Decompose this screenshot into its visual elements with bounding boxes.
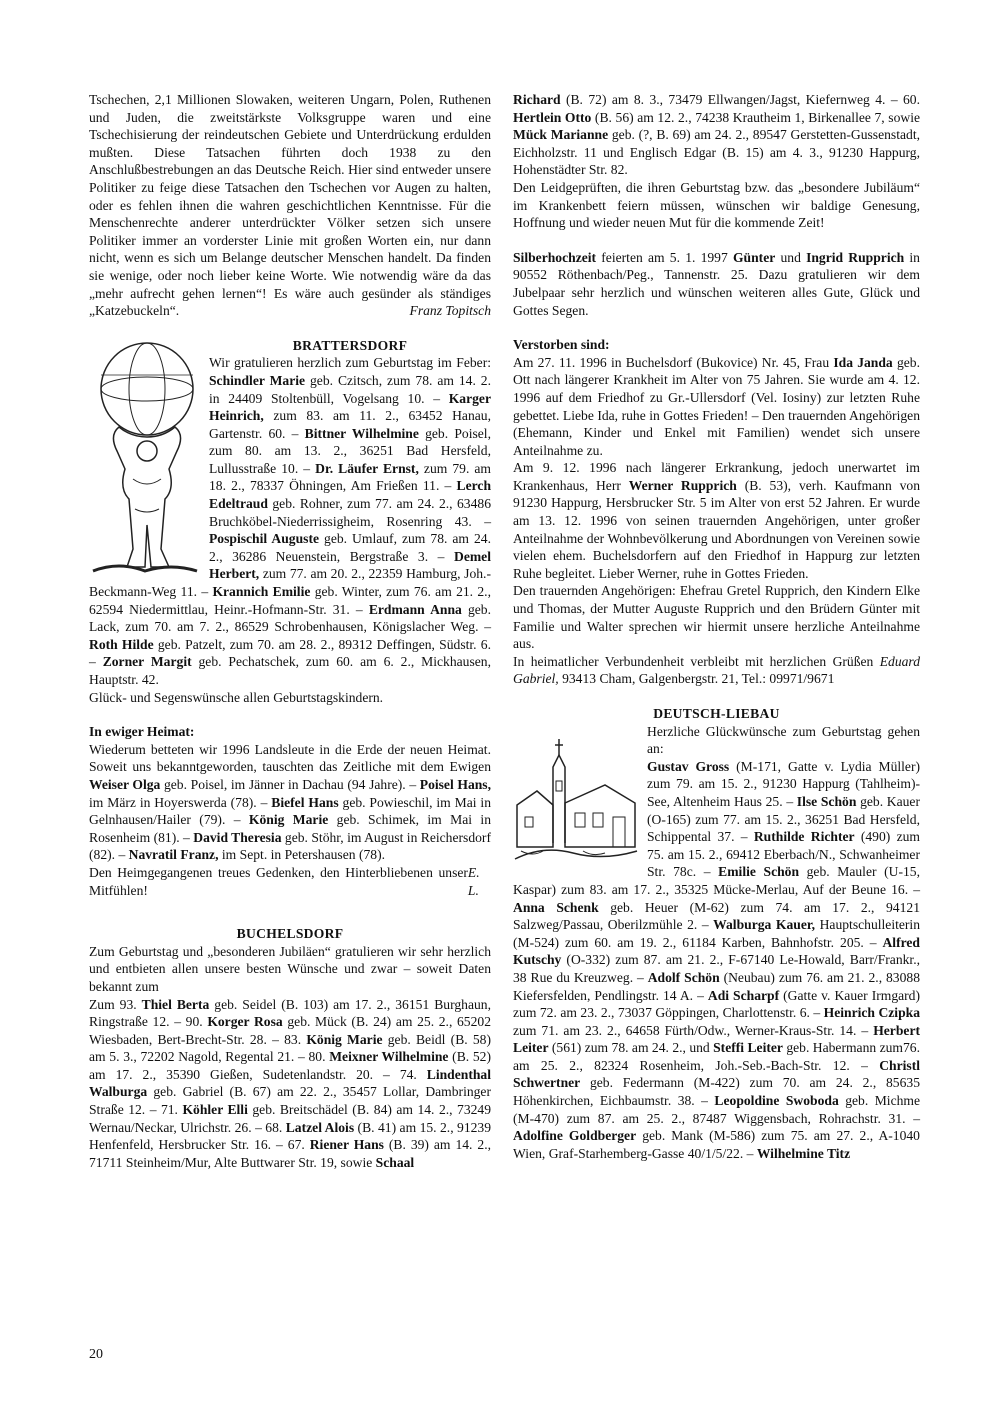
ewige-heimat-signature: E. L. <box>467 864 480 898</box>
buchelsdorf-heading: BUCHELSDORF <box>236 926 344 942</box>
buchelsdorf-text: Zum Geburtstag und „besonderen Jubiläen“ gratulieren wir sehr herzlich und entbieten allen unsere besten Wünsche und zwar – soweit Daten bekannt zum Zum 93. Thiel Berta geb. Seidel (B. 103) am 17. 2., 36151 Burghaun, Ringstraße 12. – 90. Korger Rosa geb. Mück (B. 24) am 25. 2., 65202 Wiesbaden, Bert-Brecht-Str. 28. – 83. König Marie geb. Beidl (B. 58) am 5. 3., 72202 Nagold, Regental 21. – 80. Meixner Wilhelmine (B. 52) am 17. 2., 35390 Gießen, Sudetenlandstr. 20. – 74. Lindenthal Walburga geb. Gabriel (B. 67) am 22. 2., 35457 Lollar, Dambringer Straße 12. – 71. Köhler Elli geb. Breitschädel (B. 84) am 14. 2., 73249 Wernau/Neckar, Ulrichstr. 26. – 68. Latzel Alois (B. 41) am 15. 2., 91239 Henfenfeld, Hersbrucker Str. 16. – 67. Riener Hans (B. 39) am 14. 2., 71711 Steinheim/Mur, Alte Buttwarer Str. 19, sowie Schaal <box>89 943 492 1170</box>
buchelsdorf-continued: Richard (B. 72) am 8. 3., 73479 Ellwangen/Jagst, Kiefernweg 4. – 60. Hertlein Otto (B. 56) am 12. 2., 74238 Krautheim 1, Birkenallee 7, sowie Mück Marianne geb. (?, B. 69) am 24. 2., 89547 Gerstetten-Gussenstadt, Eichholzstr. 11 und Englisch Edgar (B. 15) am 4. 3., 91230 Happurg, Hohenstädter Str. 82. <box>513 92 921 178</box>
brattersdorf-heading: BRATTERSDORF <box>292 337 408 353</box>
deutsch-liebau-text: Herzliche Glückwünsche zum Geburtstag gehen an: Gustav Gross (M-171, Gatte v. Lydia Müller) zum 79. am 15. 2., 91230 Happurg (Tahlheim)-See, Altenheim Haus 25. – Ilse Schön geb. Kauer (O-165) zum 77. am 15. 2., 36251 Bad Hersfeld, Schippental 37. – Ruthilde Richter (490) zum 75. am 15. 2., 69412 Eberbach/N., Schwanheimer Str. 78c. – Emilie Schön geb. Mauler (U-15, Kaspar) zum 83. am 17. 2., 35325 Mücke-Merlau, Auf der Beune 16. – Anna Schenk geb. Heuer (M-62) zum 74. am 17. 2., 94121 Salzweg/Passau, Oberilzmühle 2. – Walburga Kauer, Hauptschulleiterin (M-524) zum 60. am 19. 2., 61184 Karben, Bahnhofstr. 205. – Alfred Kutschy (O-332) zum 87. am 21. 2., F-67140 Le-Howald, Barr/Frankr., 38 Rue du Kreuzweg. – Adolf Schön (Neubau) zum 76. am 21. 2., 83088 Kiefersfelden, Pendlingstr. 14 A. – Adi Scharpf (Gatte v. Kauer Irmgard) zum 72. am 23. 2., 73037 Göppingen, Charlottenstr. 6. – Heinrich Czipka zum 71. am 23. 2., 64658 Fürth/Odw., Werner-Kraus-Str. 14. – Herbert Leiter (561) zum 78. am 24. 2., und Steffi Leiter geb. Habermann zum76. am 25. 2., 82324 Rosenheim, Joh.-Seb.-Bach-Str. 12. – Christl Schwertner geb. Federmann (M-422) zum 70. am 24. 2., 85635 Höhenkirchen, Eichbaumstr. 38. – Leopoldine Swoboda geb. Michme (M-470) zum 87. am 25. 2., 87487 Wiggensbach, Rohrachstr. 31. – Adolfine Goldberger geb. Mank (M-586) zum 75. am 27. 2., A-1040 Wien, Graf-Starhemberg-Gasse 40/1/5/22. – Wilhelmine Titz <box>513 723 921 1161</box>
intro-paragraph: Tschechen, 2,1 Millionen Slowaken, weiteren Ungarn, Polen, Ruthenen und Juden, die zweitstärkste Volksgruppe waren und eine Tschechisierung der reindeutschen Gebiete und Unterdrückung erdulden mußten. Diese Tatsachen führten doch 1938 zu den Anschlußbestrebungen an das Deutsche Reich. Hier sind entweder unsere Politiker zu feige diese Tatsachen den Tschechen vor Augen zu halten, oder es fehlen ihnen die wahren geschichtlichen Kenntnisse. Für die Menschenrechte anderer unterdrückter Völker setzen sich unsere Politiker immer an vorderster Linie mit großen Worten ein, nur dann nicht, wenn es sich um Belange deutscher Menschen handelt. Da finden sie wenige, oder noch lieber keine Worte. Wie notwendig wäre da das „mehr aufrecht gehen lernen“! Es wäre auch gesünder als ständiges „Katzebuckeln“. <box>89 92 491 319</box>
intro-signature: Franz Topitsch <box>409 303 491 319</box>
ewige-heimat-heading: In ewiger Heimat: <box>89 724 195 740</box>
buchelsdorf-section <box>89 925 491 1171</box>
verstorben-paragraph-4: In heimatlicher Verbundenheit verbleibt mit herzlichen Grüßen Eduard Gabriel, 93413 Cham, Galgenbergstr. 21, Tel.: 09971/9671 <box>513 653 920 687</box>
ewige-heimat-closing: Den Heimgegangenen treues Gedenken, den Hinterbliebenen unser Mitfühlen! <box>89 864 468 898</box>
page-number: 20 <box>89 1347 103 1362</box>
verstorben-paragraph-1: Am 27. 11. 1996 in Buchelsdorf (Bukovice) Nr. 45, Frau Ida Janda geb. Ott nach längerer Krankheit im Alter von 75 Jahren. Sie wurde am 4. 12. 1996 auf dem Friedhof zu Gr.-Ullersdorf (Vel. Iosiny) zur letzten Ruhe gebettet. Liebe Ida, ruhe in Gottes Frieden! – Den trauernden Angehörigen (Ehemann, Kinder und Enkel mit Familien) wendet sich unsere Anteilnahme zu. <box>513 354 920 458</box>
verstorben-section <box>513 336 920 688</box>
ewige-heimat-text: Wiederum betteten wir 1996 Landsleute in die Erde der neuen Heimat. Soweit uns bekanntgeworden, tauschten das Zeitliche mit dem Ewigen Weiser Olga geb. Poisel, im Jänner in Dachau (94 Jahre). – Poisel Hans, im März in Hoyerswerda (78). – Biefel Hans geb. Powieschil, im Mai in Gelnhausen/Hailer (79). – König Marie geb. Schimek, im Mai in Rosenheim (81). – David Theresia geb. Stöhr, im August in Reichersdorf (82). – Navratil Franz, im Sept. in Petershausen (78). <box>89 741 491 863</box>
brattersdorf-section <box>89 337 491 706</box>
ewige-heimat-section <box>89 723 491 899</box>
verstorben-heading: Verstorben sind: <box>513 337 610 353</box>
brattersdorf-closing: Glück- und Segenswünsche allen Geburtstagskindern. <box>89 689 384 705</box>
deutsch-liebau-heading: DEUTSCH-LIEBAU <box>653 706 780 721</box>
right-column <box>513 91 920 1162</box>
silberhochzeit-paragraph: Silberhochzeit feierten am 5. 1. 1997 Günter und Ingrid Rupprich in 90552 Röthenbach/Peg., Tannenstr. 25. Dazu gratulieren wir dem Jubelpaar sehr herzlich und wünschen weiteren alles Gute, Glück und Gottes Segen. <box>513 249 920 318</box>
atlas-statue-illustration <box>89 339 201 579</box>
verstorben-paragraph-2: Am 9. 12. 1996 nach längerer Erkrankung, jedoch unerwartet im Krankenhaus, Herr Werner Rupprich (B. 53), verh. Kaufmann von 91230 Happurg, Hersbrucker Str. 5 im Alter von erst 52 Jahren. Er wurde am 13. 12. 1996 von seinen trauernden Angehörigen, unter großer Anteilnahme der Wohnbevölkerung und Abordnungen von Vereinen sowie vielen ehem. Buchelsdorfern auf den Friedhof in Happurg zur letzten Ruhe begleitet. Lieber Werner, ruhe in Gottes Frieden. <box>513 460 920 581</box>
wishes-paragraph: Den Leidgeprüften, die ihren Geburtstag bzw. das „besondere Jubiläum“ im Krankenbett feiern müssen, wünschen wir baldige Genesung, Hoffnung und wieder neuen Mut für die kommende Zeit! <box>513 179 920 231</box>
church-village-illustration <box>513 725 639 863</box>
verstorben-paragraph-3: Den trauernden Angehörigen: Ehefrau Gretel Rupprich, den Kindern Elke und Thomas, der Mutter Auguste Rupprich und den Brüdern Günter mit Familie und Walter sprechen wir hiermit unsere herzliche Anteilnahme aus. <box>513 583 920 652</box>
deutsch-liebau-section <box>513 705 920 1162</box>
ewige-heimat-closing-row <box>89 864 491 899</box>
left-column <box>89 91 491 1171</box>
brattersdorf-text: Wir gratulieren herzlich zum Geburtstag im Feber: Schindler Marie geb. Czitsch, zum 78. am 14. 2. in 24409 Stoltenbüll, Vogelsang 10. – Karger Heinrich, zum 83. am 11. 2., 63452 Hanau, Gartenstr. 60. – Bittner Wilhelmine geb. Poisel, zum 80. am 13. 2., 36251 Bad Hersfeld, Lullusstraße 10. – Dr. Läufer Ernst, zum 79. am 18. 2., 78337 Öhningen, Am Frießen 11. – Lerch Edeltraud geb. Rohner, zum 77. am 24. 2., 63486 Bruchköbel-Niederrissigheim, Rosenring 43. – Pospischil Auguste geb. Umlauf, zum 78. am 24. 2., 36286 Neuenstein, Bergstraße 3. – Demel Herbert, zum 77. am 20. 2., 22359 Hamburg, Joh.-Beckmann-Weg 11. – Krannich Emilie geb. Winter, zum 76. am 21. 2., 62594 Niedermittlau, Heinr.-Hofmann-Str. 31. – Erdmann Anna geb. Lack, zum 70. am 7. 2., 86529 Schrobenhausen, Königslacher Weg. – Roth Hilde geb. Patzelt, zum 70. am 28. 2., 89312 Deffingen, Südstr. 6. – Zorner Margit geb. Pechatschek, zum 60. am 6. 2., Mickhausen, Hauptstr. 42. <box>89 355 492 687</box>
